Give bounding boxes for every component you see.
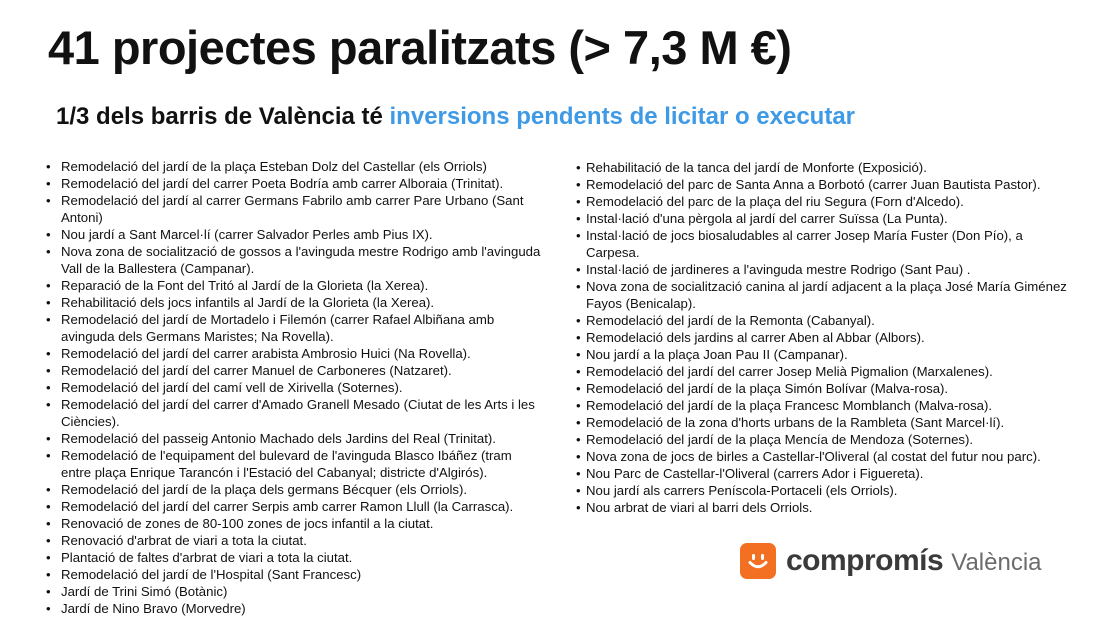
- list-item: • Remodelació del jardí de la plaça Esteban Dolz del Castellar (els Orriols): [46, 158, 542, 175]
- list-item: • Instal·lació de jardineres a l'avinguda mestre Rodrigo (Sant Pau) .: [576, 261, 1076, 278]
- list-item: • Remodelació del jardí del carrer Manuel de Carboneres (Natzaret).: [46, 362, 542, 379]
- smiley-icon-graphic: [745, 548, 771, 574]
- list-item: • Jardí de Trini Simó (Botànic): [46, 583, 542, 600]
- list-item: • Jardí de Nino Bravo (Morvedre): [46, 600, 542, 617]
- list-item: • Nova zona de socialització de gossos a l'avinguda mestre Rodrigo amb l'avinguda Vall de la Ballestera (Campanar).: [46, 243, 542, 277]
- projects-list-left: [46, 158, 542, 617]
- list-item: • Remodelació del jardí al carrer Germans Fabrilo amb carrer Pare Urbano (Sant Antoni): [46, 192, 542, 226]
- list-item: • Remodelació del parc de la plaça del riu Segura (Forn d'Alcedo).: [576, 193, 1076, 210]
- list-item: • Remodelació del jardí de la plaça dels germans Bécquer (els Orriols).: [46, 481, 542, 498]
- list-item: • Renovació d'arbrat de viari a tota la ciutat.: [46, 532, 542, 549]
- smiley-icon: [740, 543, 776, 579]
- list-item: • Remodelació del jardí de la Remonta (Cabanyal).: [576, 312, 1076, 329]
- list-item: • Renovació de zones de 80-100 zones de jocs infantil a la ciutat.: [46, 515, 542, 532]
- list-item: • Remodelació del jardí de l'Hospital (Sant Francesc): [46, 566, 542, 583]
- list-item: • Nova zona de socialització canina al jardí adjacent a la plaça José María Giménez Fayos (Benicalap).: [576, 278, 1076, 312]
- logo-brand-text: compromís: [786, 544, 944, 577]
- list-item: • Remodelació del jardí del carrer arabista Ambrosio Huici (Na Rovella).: [46, 345, 542, 362]
- list-item: • Remodelació del jardí del camí vell de Xirivella (Soternes).: [46, 379, 542, 396]
- list-item: • Remodelació de la zona d'horts urbans de la Rambleta (Sant Marcel·lí).: [576, 414, 1076, 431]
- logo-city-text: València: [951, 548, 1042, 576]
- compromis-logo: [740, 541, 1042, 581]
- list-item: • Remodelació del passeig Antonio Machado dels Jardins del Real (Trinitat).: [46, 430, 542, 447]
- subtitle-prefix: 1/3 dels barris de València té: [56, 103, 390, 130]
- list-item: • Nova zona de jocs de birles a Castellar-l'Oliveral (al costat del futur nou parc).: [576, 448, 1076, 465]
- list-item: • Nou Parc de Castellar-l'Oliveral (carrers Ador i Figuereta).: [576, 465, 1076, 482]
- list-item: • Remodelació del parc de Santa Anna a Borbotó (carrer Juan Bautista Pastor).: [576, 176, 1076, 193]
- list-item: • Remodelació de l'equipament del bulevard de l'avinguda Blasco Ibáñez (tram entre plaça Enrique Tarancón i l'Estació del Cabanyal; districte d'Algirós).: [46, 447, 542, 481]
- list-item: • Remodelació dels jardins al carrer Aben al Abbar (Albors).: [576, 329, 1076, 346]
- list-item: • Remodelació del jardí de la plaça Francesc Momblanch (Malva-rosa).: [576, 397, 1076, 414]
- list-item: • Remodelació del jardí del carrer d'Amado Granell Mesado (Ciutat de les Arts i les Ciències).: [46, 396, 542, 430]
- list-item: • Rehabilitació dels jocs infantils al Jardí de la Glorieta (la Xerea).: [46, 294, 542, 311]
- page-title: 41 projectes paralitzats (> 7,3 M €): [48, 21, 792, 74]
- subtitle-highlight: inversions pendents de licitar o executar: [389, 103, 856, 130]
- list-item: • Remodelació del jardí de Mortadelo i Filemón (carrer Rafael Albiñana amb avinguda dels Germans Maristes; Na Rovella).: [46, 311, 542, 345]
- list-item: • Nou jardí a la plaça Joan Pau II (Campanar).: [576, 346, 1076, 363]
- list-item: • Remodelació del jardí de la plaça Simón Bolívar (Malva-rosa).: [576, 380, 1076, 397]
- projects-list-right: [576, 159, 1076, 516]
- list-item: • Nou jardí als carrers Peníscola-Portaceli (els Orriols).: [576, 482, 1076, 499]
- list-item: • Reparació de la Font del Tritó al Jardí de la Glorieta (la Xerea).: [46, 277, 542, 294]
- list-item: • Instal·lació d'una pèrgola al jardí del carrer Suïssa (La Punta).: [576, 210, 1076, 227]
- list-item: • Instal·lació de jocs biosaludables al carrer Josep María Fuster (Don Pío), a Carpesa.: [576, 227, 1076, 261]
- list-item: • Remodelació del jardí del carrer Poeta Bodría amb carrer Alboraia (Trinitat).: [46, 175, 542, 192]
- list-item: • Remodelació del jardí de la plaça Mencía de Mendoza (Soternes).: [576, 431, 1076, 448]
- list-item: • Remodelació del jardí del carrer Serpis amb carrer Ramon Llull (la Carrasca).: [46, 498, 542, 515]
- list-item: • Remodelació del jardí del carrer Josep Melià Pigmalion (Marxalenes).: [576, 363, 1076, 380]
- list-item: • Rehabilitació de la tanca del jardí de Monforte (Exposició).: [576, 159, 1076, 176]
- list-item: • Nou arbrat de viari al barri dels Orriols.: [576, 499, 1076, 516]
- list-item: • Nou jardí a Sant Marcel·lí (carrer Salvador Perles amb Pius IX).: [46, 226, 542, 243]
- page-subtitle: [56, 103, 855, 131]
- list-item: • Plantació de faltes d'arbrat de viari a tota la ciutat.: [46, 549, 542, 566]
